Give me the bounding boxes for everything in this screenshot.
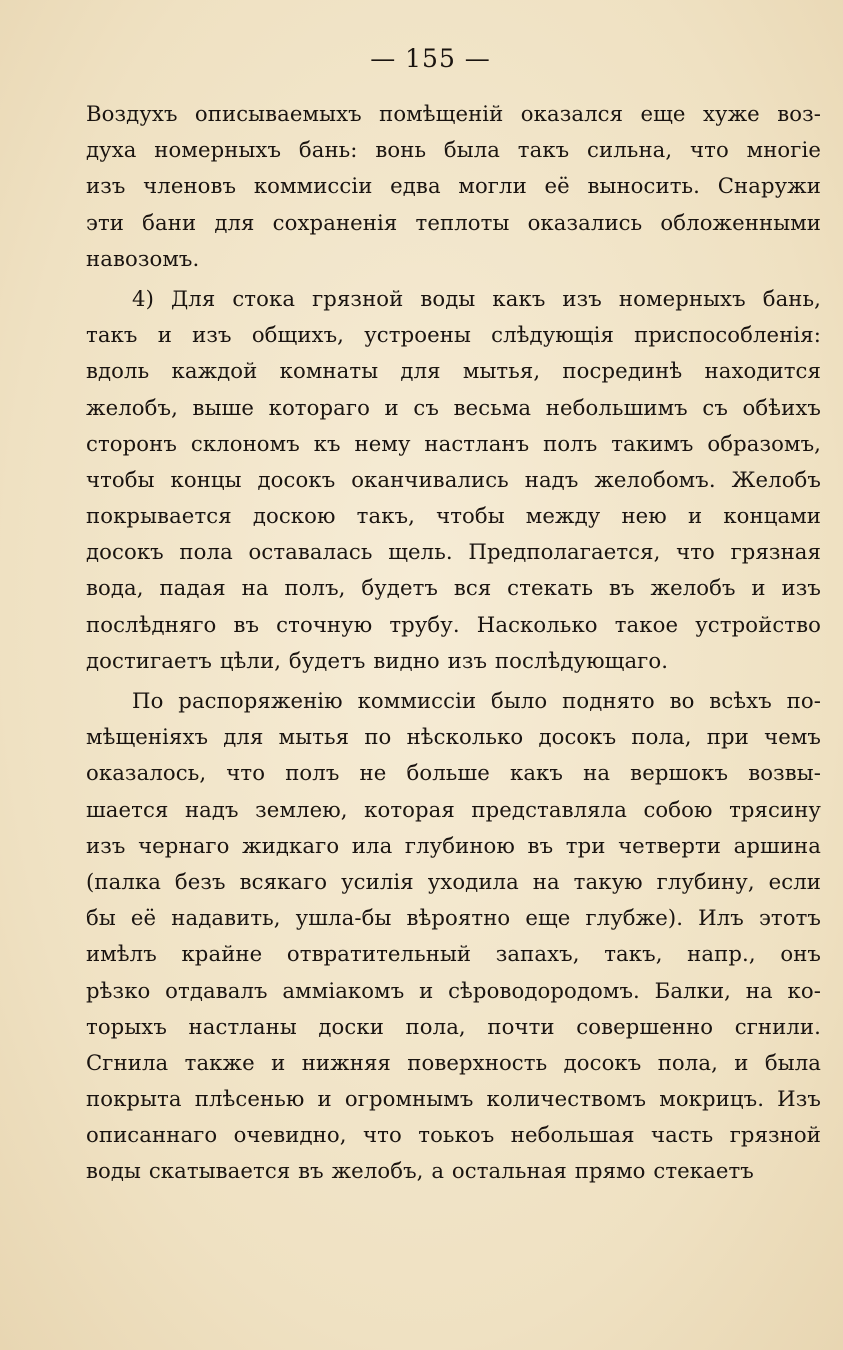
- text-line: навозомъ.: [86, 245, 200, 271]
- text-line: досокъ пола оставалась щель. Предполагается, что грязная: [86, 539, 821, 565]
- text-line: желобъ, выше котораго и съ весьма небольшимъ съ обѣихъ: [86, 394, 821, 420]
- text-line: оказалось, что полъ не больше какъ на вершокъ возвы-: [86, 760, 821, 786]
- text-line: бы её надавить, ушла-бы вѣроятно еще глубже). Илъ этотъ: [86, 905, 821, 931]
- paragraph: [86, 281, 821, 679]
- text-line: изъ членовъ коммиссіи едва могли её выносить. Снаружи: [86, 173, 821, 199]
- text-line: рѣзко отдавалъ амміакомъ и сѣроводородомъ. Балки, на ко-: [86, 977, 821, 1003]
- paragraph: [86, 96, 821, 277]
- text-line: Воздухъ описываемыхъ помѣщеній оказался еще хуже воз-: [86, 101, 821, 126]
- page-number: — 155 —: [370, 44, 491, 73]
- text-line: вода, падая на полъ, будетъ вся стекать въ желобъ и изъ: [86, 575, 821, 601]
- text-line: воды скатывается въ желобъ, а остальная прямо стекаетъ: [86, 1158, 754, 1184]
- text-line: такъ и изъ общихъ, устроены слѣдующія приспособленія:: [86, 322, 821, 348]
- text-line: сторонъ склономъ къ нему настланъ полъ такимъ образомъ,: [86, 430, 821, 456]
- text-line: изъ чернаго жидкаго ила глубиною въ три четверти аршина: [86, 832, 821, 858]
- text-line: описаннаго очевидно, что тоькоъ небольшая часть грязной: [86, 1122, 821, 1148]
- paragraph: [86, 683, 821, 1190]
- text-line: По распоряженію коммиссіи было поднято во всѣхъ по-: [132, 688, 821, 713]
- text-line: духа номерныхъ бань: вонь была такъ сильна, что многіе: [86, 137, 821, 163]
- text-line: имѣлъ крайне отвратительный запахъ, такъ, напр., онъ: [86, 941, 821, 967]
- text-line: покрыта плѣсенью и огромнымъ количествомъ мокрицъ. Изъ: [86, 1086, 821, 1112]
- text-line: шается надъ землею, которая представляла собою трясину: [86, 796, 821, 822]
- text-line: послѣдняго въ сточную трубу. Насколько такое устройство: [86, 611, 821, 637]
- text-line: чтобы концы досокъ оканчивались надъ желобомъ. Желобъ: [86, 466, 821, 492]
- text-line: (палка безъ всякаго усилія уходила на такую глубину, если: [86, 868, 821, 894]
- body-text: [86, 96, 821, 1190]
- text-line: Сгнила также и нижняя поверхность досокъ пола, и была: [86, 1049, 821, 1075]
- text-line: торыхъ настланы доски пола, почти совершенно сгнили.: [86, 1013, 821, 1039]
- text-line: 4) Для стока грязной воды какъ изъ номерныхъ бань,: [132, 285, 821, 311]
- text-line: мѣщеніяхъ для мытья по нѣсколько досокъ пола, при чемъ: [86, 724, 821, 750]
- text-line: вдоль каждой комнаты для мытья, посрединѣ находится: [86, 358, 821, 384]
- text-line: покрывается доскою такъ, чтобы между нею и концами: [86, 503, 821, 529]
- text-line: эти бани для сохраненія теплоты оказались обложенными: [86, 209, 821, 235]
- text-line: достигаетъ цѣли, будетъ видно изъ послѣдующаго.: [86, 647, 669, 673]
